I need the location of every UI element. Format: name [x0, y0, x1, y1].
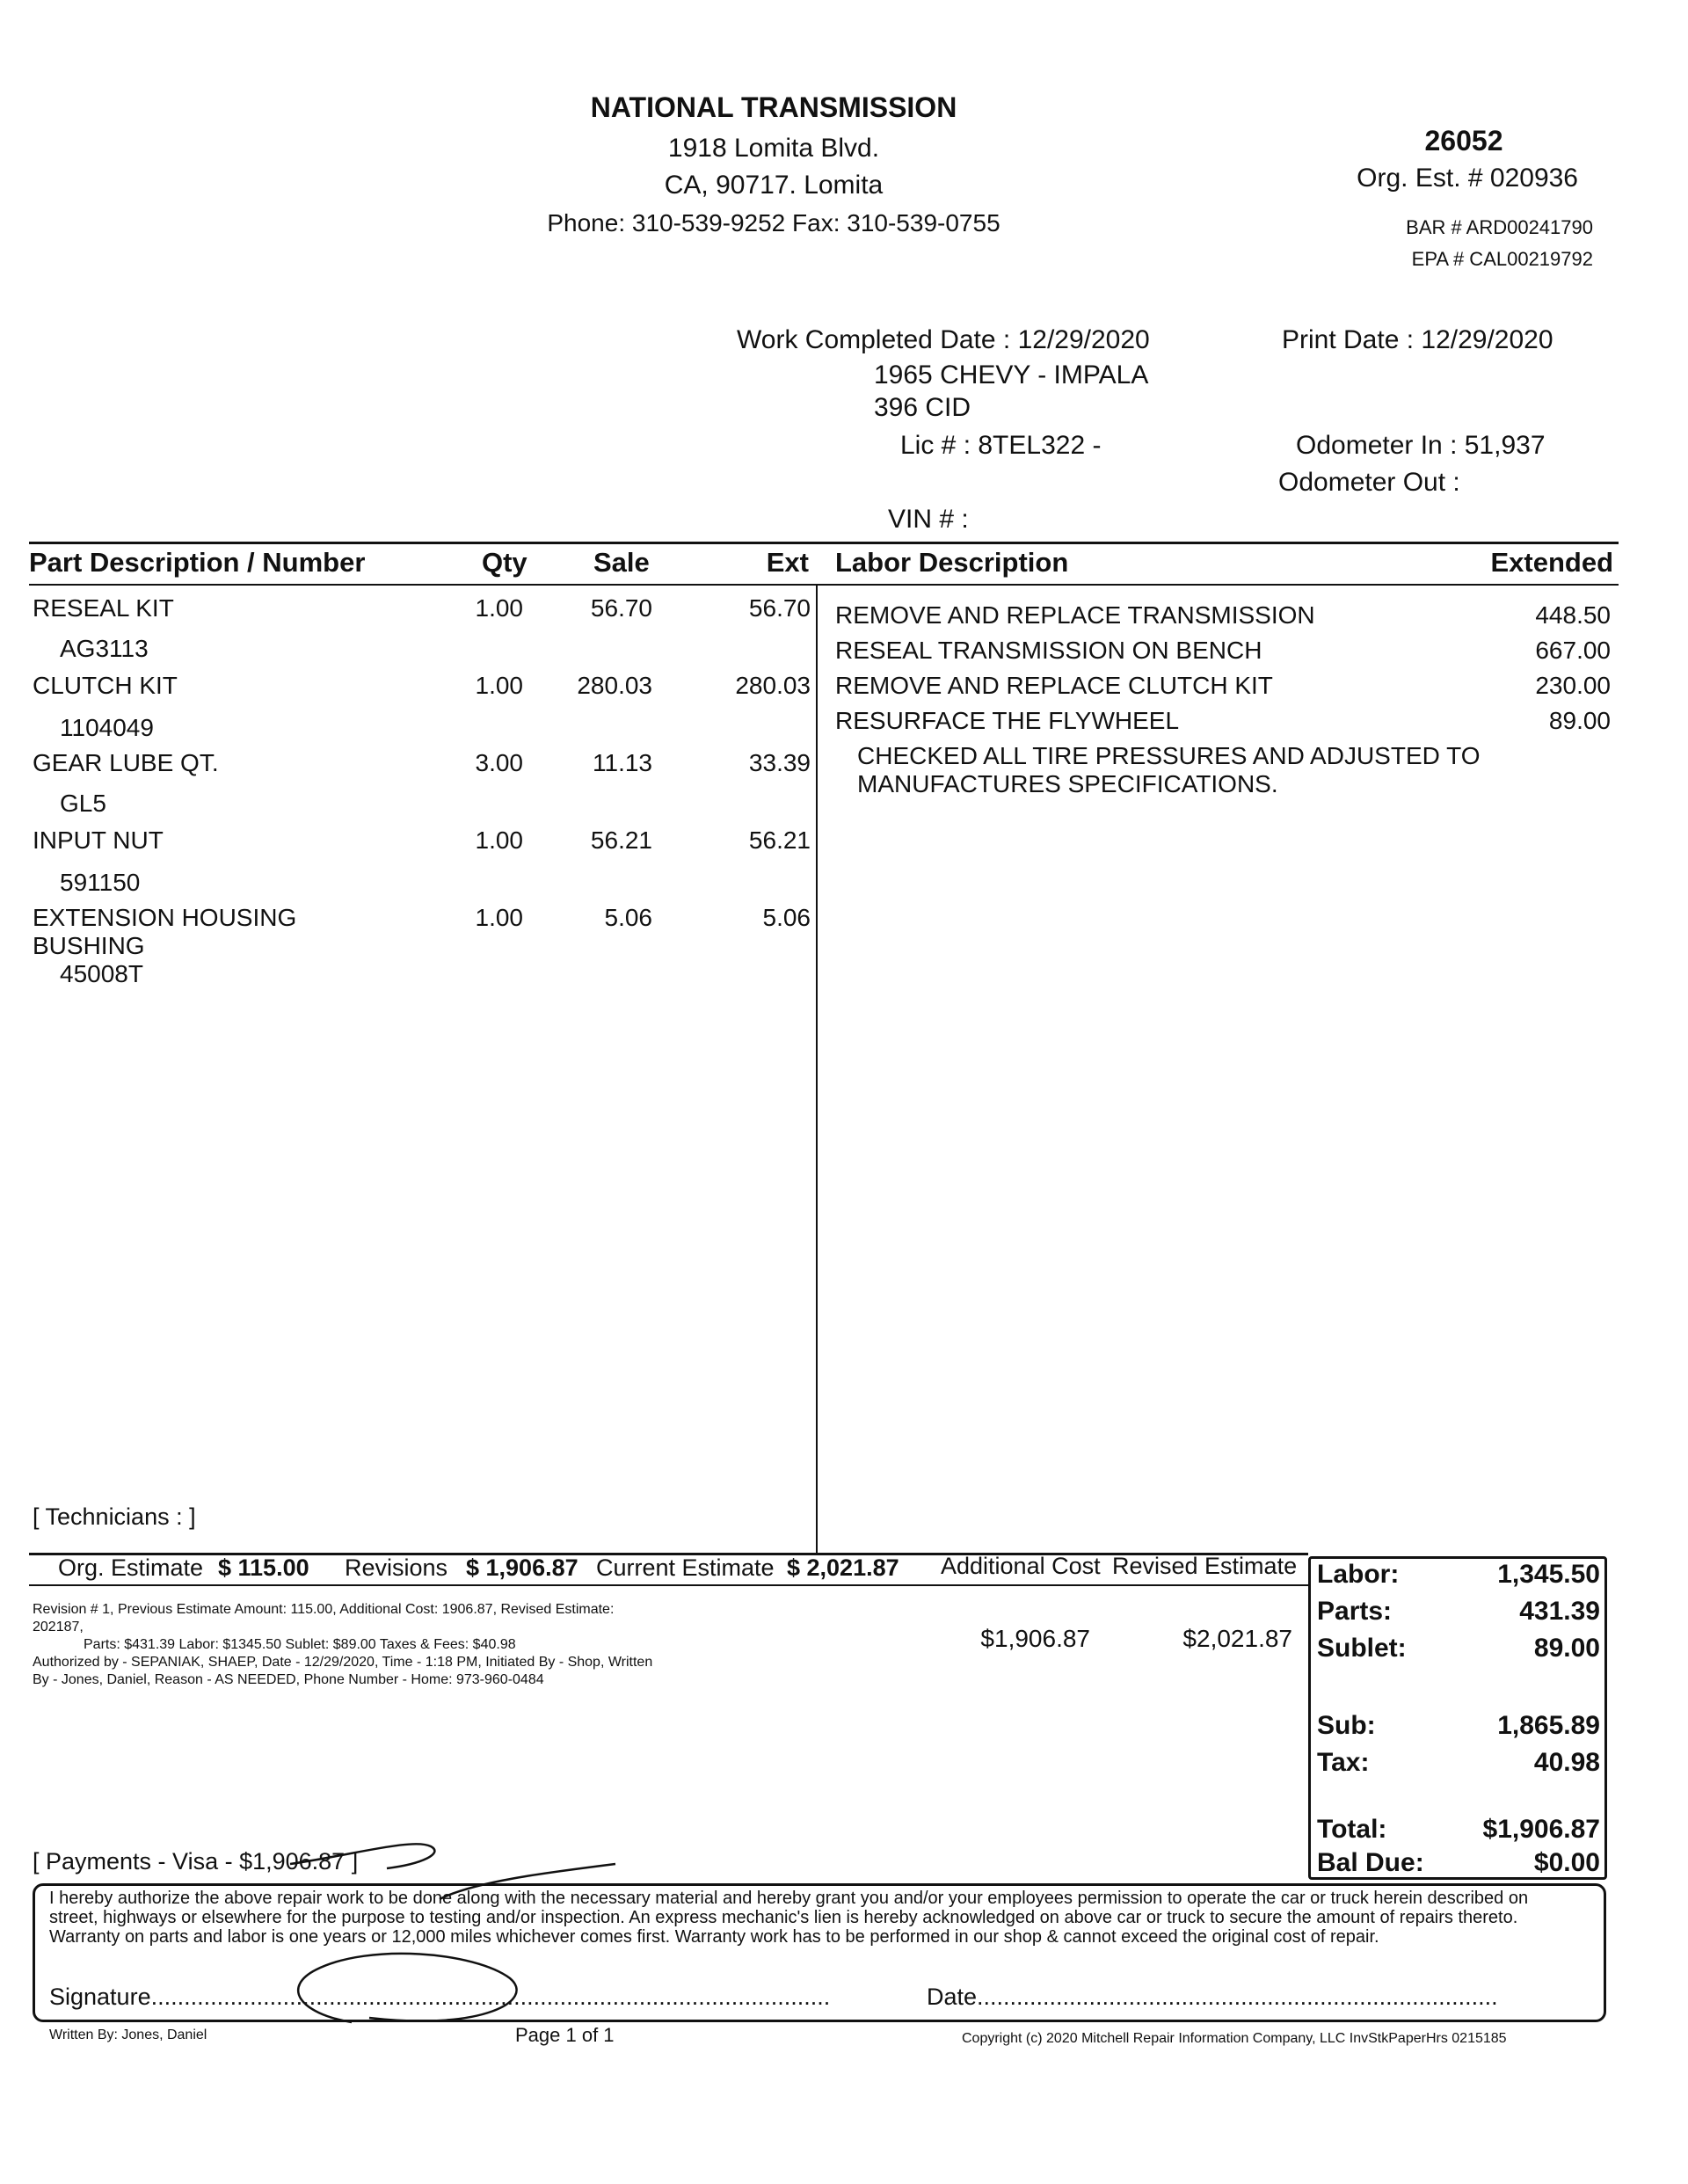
part-qty: 1.00: [475, 826, 523, 854]
part-qty: 1.00: [475, 594, 523, 622]
revision-line5: By - Jones, Daniel, Reason - AS NEEDED, Phone Number - Home: 973-960-0484: [33, 1672, 544, 1687]
org-estimate-number: Org. Est. # 020936: [1357, 164, 1578, 193]
labor-header-desc: Labor Description: [835, 547, 1069, 578]
print-date: Print Date : 12/29/2020: [1282, 325, 1553, 354]
org-estimate-label: Org. Estimate: [58, 1554, 204, 1581]
shop-name: NATIONAL TRANSMISSION: [590, 91, 957, 123]
labor-desc: REMOVE AND REPLACE TRANSMISSION: [835, 601, 1315, 629]
shop-address-line2: CA, 90717. Lomita: [664, 171, 884, 200]
vehicle-model: 1965 CHEVY - IMPALA: [874, 360, 1149, 389]
part-sale: 11.13: [593, 749, 652, 776]
totals-sublet-label: Sublet:: [1317, 1634, 1407, 1663]
totals-total-label: Total:: [1317, 1815, 1387, 1844]
totals-sublet-value: 89.00: [1533, 1634, 1600, 1663]
part-name: GEAR LUBE QT.: [33, 749, 219, 776]
part-qty: 1.00: [475, 672, 523, 699]
page-number: Page 1 of 1: [515, 2024, 615, 2046]
parts-header-ext: Ext: [766, 547, 809, 578]
copyright: Copyright (c) 2020 Mitchell Repair Information Company, LLC InvStkPaperHrs 0215185: [962, 2031, 1507, 2046]
additional-cost-value: $1,906.87: [980, 1625, 1090, 1652]
current-estimate-value: $ 2,021.87: [787, 1554, 899, 1581]
totals-tax-label: Tax:: [1317, 1748, 1370, 1777]
date-line[interactable]: Date...............................................................................: [927, 1984, 1498, 2010]
written-by: Written By: Jones, Daniel: [49, 2027, 207, 2042]
labor-desc: RESURFACE THE FLYWHEEL: [835, 707, 1180, 734]
additional-cost-label: Additional Cost: [941, 1553, 1101, 1579]
part-name: RESEAL KIT: [33, 594, 174, 622]
vehicle-engine: 396 CID: [874, 393, 971, 422]
part-name: EXTENSION HOUSING: [33, 904, 297, 931]
totals-tax-value: 40.98: [1533, 1748, 1600, 1777]
part-number: 45008T: [60, 960, 143, 987]
totals-parts-value: 431.39: [1519, 1597, 1600, 1626]
payments-line: [ Payments - Visa - $1,906.87 ]: [33, 1848, 359, 1875]
revision-line4: Authorized by - SEPANIAK, SHAEP, Date - 12/29/2020, Time - 1:18 PM, Initiated By - Shop, Written: [33, 1655, 653, 1670]
signature-line[interactable]: Signature.......................................................................................................: [49, 1984, 831, 2010]
part-ext: 56.70: [748, 594, 811, 622]
labor-desc: REMOVE AND REPLACE CLUTCH KIT: [835, 672, 1273, 699]
revision-line1: Revision # 1, Previous Estimate Amount: 115.00, Additional Cost: 1906.87, Revised Estimate:: [33, 1602, 615, 1617]
totals-parts-label: Parts:: [1317, 1597, 1393, 1626]
shop-address-line1: 1918 Lomita Blvd.: [667, 134, 880, 163]
labor-note-line2: MANUFACTURES SPECIFICATIONS.: [857, 770, 1278, 797]
labor-header-extended: Extended: [1490, 547, 1613, 578]
part-qty: 3.00: [475, 749, 523, 776]
bar-number: BAR # ARD00241790: [1406, 216, 1593, 238]
shop-phone-fax: Phone: 310-539-9252 Fax: 310-539-0755: [547, 209, 1000, 237]
totals-labor-value: 1,345.50: [1497, 1560, 1600, 1589]
header-bottom-rule: [29, 584, 1619, 586]
part-name: INPUT NUT: [33, 826, 164, 854]
parts-header-sale: Sale: [593, 547, 650, 578]
invoice-number: 26052: [1424, 125, 1503, 157]
odometer-in: Odometer In : 51,937: [1296, 431, 1546, 460]
authorization-text: I hereby authorize the above repair work to be done along with the necessary material and hereby grant you and/or your employees permission to operate the car or truck herein described on street, highways or elsewhere for the purpose to testing and/or inspection. An express mechanic's lien is hereby acknowledged on above car or truck to secure the amount of repairs thereto. Warranty on parts and labor is one years or 12,000 miles whichever comes first. Warranty work has to be performed in our shop & cannot exceed the original cost of repair.: [49, 1889, 1529, 1947]
license-number: Lic # : 8TEL322 -: [900, 431, 1102, 460]
estimate-bottom-rule: [29, 1584, 1308, 1586]
part-qty: 1.00: [475, 904, 523, 931]
part-number: AG3113: [60, 635, 149, 662]
revisions-label: Revisions: [345, 1554, 448, 1581]
revisions-value: $ 1,906.87: [466, 1554, 578, 1581]
parts-header-desc: Part Description / Number: [29, 547, 366, 578]
epa-number: EPA # CAL00219792: [1411, 248, 1593, 270]
work-completed-date: Work Completed Date : 12/29/2020: [737, 325, 1150, 354]
technicians: [ Technicians : ]: [33, 1503, 196, 1530]
totals-sub-label: Sub:: [1317, 1711, 1376, 1740]
labor-amount: 448.50: [1535, 601, 1611, 629]
current-estimate-label: Current Estimate: [596, 1554, 775, 1581]
part-ext: 33.39: [748, 749, 811, 776]
part-name-line2: BUSHING: [33, 932, 145, 959]
part-sale: 280.03: [577, 672, 652, 699]
labor-amount: 230.00: [1535, 672, 1611, 699]
vin-label: VIN # :: [888, 505, 969, 534]
totals-sub-value: 1,865.89: [1497, 1711, 1600, 1740]
labor-amount: 667.00: [1535, 637, 1611, 664]
table-top-rule: [29, 542, 1619, 544]
labor-desc: RESEAL TRANSMISSION ON BENCH: [835, 637, 1262, 664]
handwritten-signature: [281, 1829, 633, 2040]
part-ext: 5.06: [762, 904, 811, 931]
revised-estimate-value: $2,021.87: [1182, 1625, 1292, 1652]
parts-header-qty: Qty: [482, 547, 528, 578]
part-number: 591150: [60, 869, 141, 896]
revised-estimate-label: Revised Estimate: [1112, 1553, 1298, 1579]
part-sale: 56.70: [590, 594, 652, 622]
odometer-out: Odometer Out :: [1278, 468, 1460, 497]
totals-bal-due-value: $0.00: [1533, 1848, 1600, 1877]
revision-line3: Parts: $431.39 Labor: $1345.50 Sublet: $89.00 Taxes & Fees: $40.98: [84, 1637, 516, 1652]
part-ext: 280.03: [735, 672, 811, 699]
org-estimate-value: $ 115.00: [218, 1554, 309, 1581]
part-sale: 5.06: [604, 904, 652, 931]
part-number: 1104049: [60, 714, 154, 741]
totals-labor-label: Labor:: [1317, 1560, 1400, 1589]
totals-bal-due-label: Bal Due:: [1317, 1848, 1424, 1877]
part-name: CLUTCH KIT: [33, 672, 178, 699]
totals-total-value: $1,906.87: [1482, 1815, 1600, 1844]
part-number: GL5: [60, 790, 106, 817]
part-ext: 56.21: [748, 826, 811, 854]
part-sale: 56.21: [590, 826, 652, 854]
revision-line2: 202187,: [33, 1620, 84, 1634]
labor-note: CHECKED ALL TIRE PRESSURES AND ADJUSTED TO: [857, 742, 1481, 769]
labor-amount: 89.00: [1548, 707, 1611, 734]
column-divider: [816, 586, 818, 1553]
